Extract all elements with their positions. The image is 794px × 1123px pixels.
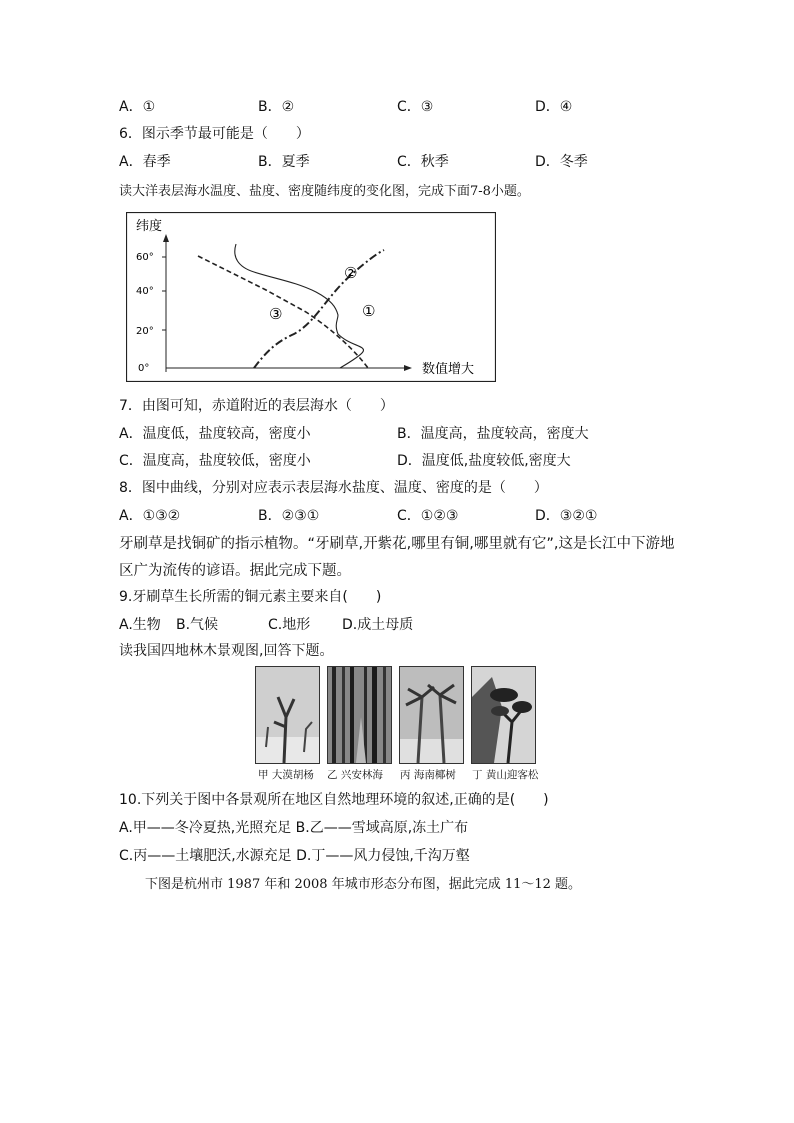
photo-forest <box>327 666 392 764</box>
q5-option-d: D．④ <box>535 99 573 115</box>
curve-3 <box>198 256 368 368</box>
y-axis-arrow <box>163 234 169 242</box>
q8-option-c: C．①②③ <box>397 508 459 524</box>
intro-10: 读我国四地林木景观图,回答下题。 <box>119 643 334 659</box>
q6-stem: 6．图示季节最可能是（ ） <box>119 126 310 142</box>
caption-bing: 丙 海南椰树 <box>400 769 456 781</box>
y-tick-60: 60° <box>136 252 154 263</box>
q5-option-b: B．② <box>258 99 295 115</box>
q6-option-d: D．冬季 <box>535 154 588 170</box>
q6-option-b: B．夏季 <box>258 154 310 170</box>
y-axis-label: 纬度 <box>136 219 163 234</box>
q7-option-b: B．温度高，盐度较高，密度大 <box>397 426 589 442</box>
intro-9-line-1: 牙刷草是找铜矿的指示植物。“牙刷草,开紫花,哪里有铜,哪里就有它”,这是长江中下游地 <box>119 536 675 552</box>
photo-desert-poplar <box>255 666 320 764</box>
q10-options-line-1: A.甲——冬冷夏热,光照充足 B.乙——雪域高原,冻土广布 <box>119 820 469 836</box>
q9-option-d: D.成土母质 <box>342 617 414 633</box>
caption-yi: 乙 兴安林海 <box>327 769 383 781</box>
q6-option-c: C．秋季 <box>397 154 449 170</box>
curve-label-3: ③ <box>269 305 283 323</box>
x-axis-arrow <box>404 365 412 371</box>
x-axis-label: 数值增大 <box>422 362 475 377</box>
q8-option-b: B．②③① <box>258 508 320 524</box>
curve-label-1: ① <box>362 302 376 320</box>
photo-pine <box>471 666 536 764</box>
q10-stem: 10.下列关于图中各景观所在地区自然地理环境的叙述,正确的是( ) <box>119 792 549 808</box>
q10-options-line-2: C.丙——土壤肥沃,水源充足 D.丁——风力侵蚀,千沟万壑 <box>119 848 470 864</box>
q7-option-a: A．温度低，盐度较高，密度小 <box>119 426 311 442</box>
y-tick-40: 40° <box>136 286 154 297</box>
q8-option-a: A．①③② <box>119 508 181 524</box>
q7-option-c: C．温度高，盐度较低，密度小 <box>119 453 311 469</box>
q9-option-c: C.地形 <box>268 617 311 633</box>
latitude-chart <box>126 212 496 382</box>
curve-1 <box>235 244 364 368</box>
intro-11-12: 下图是杭州市 1987 年和 2008 年城市形态分布图，据此完成 11～12 题。 <box>145 877 582 892</box>
q6-option-a: A．春季 <box>119 154 171 170</box>
q9-stem: 9.牙刷草生长所需的铜元素主要来自( ) <box>119 589 382 605</box>
chart-frame <box>127 213 496 382</box>
q8-stem: 8．图中曲线，分别对应表示表层海水盐度、温度、密度的是（ ） <box>119 480 548 496</box>
curve-label-2: ② <box>344 264 358 282</box>
q9-option-b: B.气候 <box>176 617 219 633</box>
caption-jia: 甲 大漠胡杨 <box>258 769 314 781</box>
photo-palm <box>399 666 464 764</box>
q8-option-d: D．③②① <box>535 508 598 524</box>
q5-option-c: C．③ <box>397 99 434 115</box>
caption-ding: 丁 黄山迎客松 <box>472 769 539 781</box>
intro-9-line-2: 区广为流传的谚语。据此完成下题。 <box>119 563 351 579</box>
y-tick-0: 0° <box>138 363 150 374</box>
q5-option-a: A．① <box>119 99 156 115</box>
q7-option-d: D．温度低,盐度较低,密度大 <box>397 453 571 469</box>
q9-option-a: A.生物 <box>119 617 161 633</box>
intro-7-8: 读大洋表层海水温度、盐度、密度随纬度的变化图，完成下面7-8小题。 <box>119 184 530 199</box>
y-tick-20: 20° <box>136 326 154 337</box>
q7-stem: 7．由图可知，赤道附近的表层海水（ ） <box>119 398 394 414</box>
